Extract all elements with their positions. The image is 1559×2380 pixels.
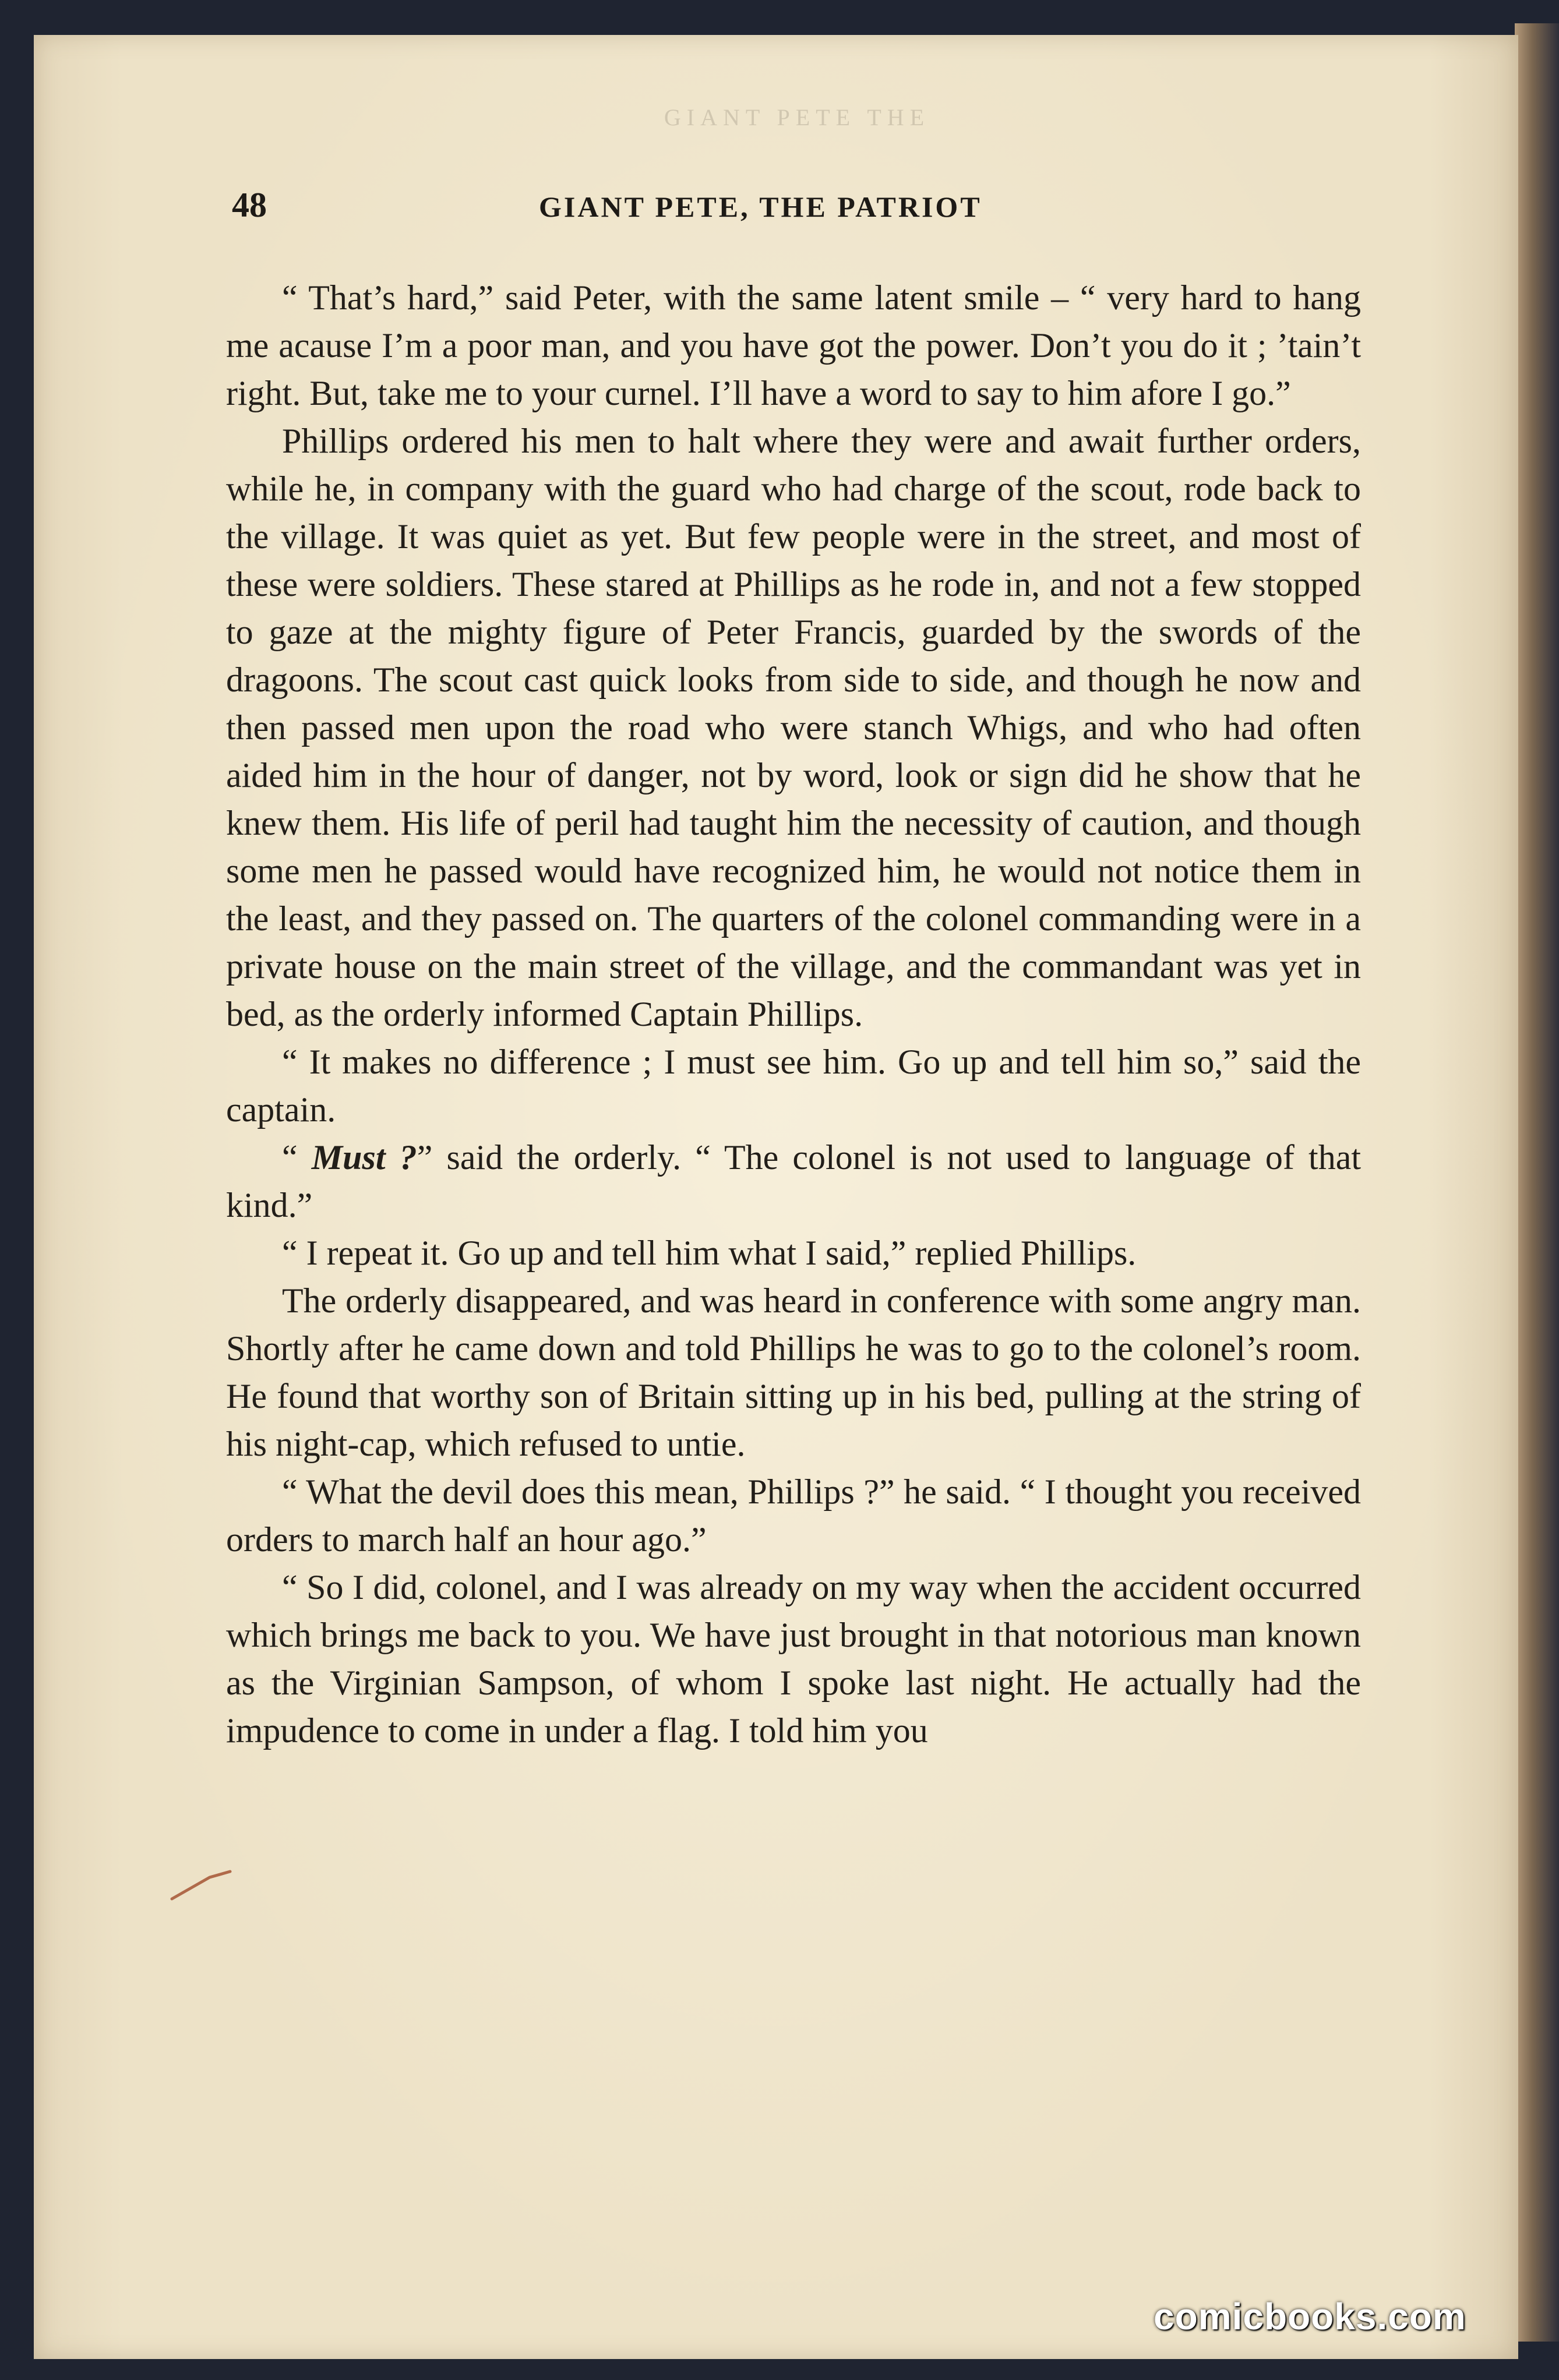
paragraph-text: ” said the orderly. “ The colonel is not used to language of that kind.” — [226, 1138, 1361, 1224]
paragraph — [226, 417, 1361, 1038]
body-text — [226, 274, 1361, 1754]
pencil-mark — [169, 1867, 233, 1902]
paragraph-text: “ It makes no difference ; I must see him. Go up and tell him so,” said the captain. — [226, 1043, 1361, 1129]
paragraph-text: “ What the devil does this mean, Phillips ?” he said. “ I thought you received orders to march half an hour ago.” — [226, 1473, 1361, 1559]
paragraph — [226, 1468, 1361, 1563]
paragraph-text: “ — [282, 1138, 312, 1177]
paragraph-text: The orderly disappeared, and was heard in conference with some angry man. Shortly after he came down and told Phillips he was to go to the colonel’s room. He found that worthy son of Britain sitting up in his bed, pulling at the string of his night-cap, which refused to untie. — [226, 1281, 1361, 1463]
page-number: 48 — [232, 186, 267, 224]
book-page-edge — [1515, 23, 1559, 2342]
italic-emphasis: Must ? — [311, 1138, 417, 1177]
paragraph — [226, 1229, 1361, 1277]
paragraph-text: “ I repeat it. Go up and tell him what I said,” replied Phillips. — [282, 1234, 1137, 1272]
paragraph — [226, 1277, 1361, 1468]
running-head: GIANT PETE, THE PATRIOT — [539, 190, 982, 223]
paragraph-text: Phillips ordered his men to halt where they were and await further orders, while he, in company with the guard who had charge of the scout, rode back to the village. It was quiet as yet. But few people were in the street, and most of these were soldiers. These stared at Phillips as he rode in, and not a few stopped to gaze at the mighty figure of Peter Francis, guarded by the swords of the dragoons. The scout cast quick looks from side to side, and though he now and then passed men upon the road who were stanch Whigs, and who had often aided him in the hour of danger, not by word, look or sign did he show that he knew them. His life of peril had taught him the necessity of caution, and though some men he passed would have recognized him, he would not notice them in the least, and they passed on. The quarters of the colonel commanding were in a private house on the main street of the village, and the commandant was yet in bed, as the orderly informed Captain Phillips. — [226, 422, 1361, 1033]
paragraph — [226, 1133, 1361, 1229]
paragraph — [226, 1038, 1361, 1133]
paragraph-text: “ So I did, colonel, and I was already on my way when the accident occurred which brings me back to you. We have just brought in that notorious man known as the Virginian Sampson, of whom I spoke last night. He actually had the impudence to come in under a flag. I told him you — [226, 1568, 1361, 1750]
watermark: comicbooks.com — [1154, 2296, 1466, 2337]
bleed-through-text: GIANT PETE THE — [664, 104, 930, 130]
paragraph — [226, 274, 1361, 417]
paragraph-text: “ That’s hard,” said Peter, with the same latent smile – “ very hard to hang me acause I’m a poor man, and you have got the power. Don’t you do it ; ’tain’t right. But, take me to your curnel. I’ll have a word to say to him afore I go.” — [226, 278, 1361, 412]
paragraph — [226, 1563, 1361, 1754]
